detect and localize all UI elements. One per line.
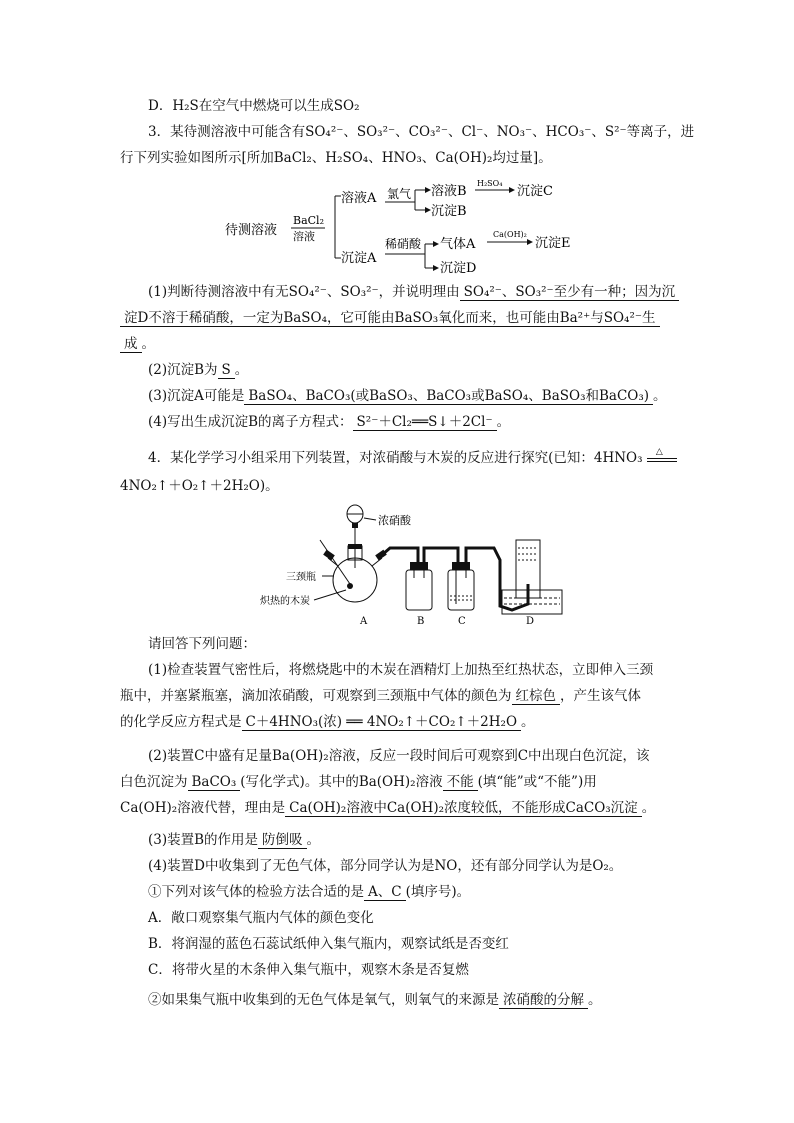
flow-gas-a: 气体A bbox=[440, 237, 476, 252]
q4-intro-2: 4NO₂↑＋O₂↑＋2H₂O)。 bbox=[120, 478, 279, 494]
label-c: C bbox=[458, 616, 466, 627]
q3-1a: (1)判断待测溶液中有无SO₄²⁻、SO₃²⁻，并说明理由 SO₄²⁻、SO₃²⁻至少有一种；因为沉 bbox=[148, 282, 679, 302]
label-charcoal: 炽热的木炭 bbox=[260, 596, 310, 607]
answer-q4-4-1: A、C bbox=[364, 884, 406, 901]
flow-caoh2: Ca(OH)₂ bbox=[493, 230, 527, 239]
flow-diagram bbox=[225, 176, 595, 276]
flow-ppt-b: 沉淀B bbox=[431, 204, 467, 219]
flow-hno3: 稀硝酸 bbox=[385, 237, 422, 251]
option-c: C．将带火星的木条伸入集气瓶中，观察木条是否复燃 bbox=[148, 962, 469, 978]
q4-1b: 瓶中，并塞紧瓶塞，滴加浓硝酸，可观察到三颈瓶中气体的颜色为 红棕色 ，产生该气体 bbox=[120, 688, 641, 704]
q4-intro: 4．某化学学习小组采用下列装置，对浓硝酸与木炭的反应进行探究(已知：4HNO₃ △ bbox=[148, 448, 677, 468]
label-conc-hno3: 浓硝酸 bbox=[378, 514, 411, 527]
q3-1b bbox=[120, 308, 660, 328]
q4-4: (4)装置D中收集到了无色气体，部分同学认为是NO，还有部分同学认为是O₂。 bbox=[148, 858, 623, 874]
answer-q4-2-can: 不能 bbox=[443, 774, 478, 791]
option-a: A．敞口观察集气瓶内气体的颜色变化 bbox=[148, 910, 374, 926]
answer-q3-4: S²⁻＋Cl₂══S↓＋2Cl⁻ bbox=[353, 414, 497, 431]
flow-sol-a: 溶液A bbox=[341, 191, 377, 206]
q4-2a: (2)装置C中盛有足量Ba(OH)₂溶液，反应一段时间后可观察到C中出现白色沉淀，该 bbox=[148, 748, 650, 764]
heat-equals-sign: △ bbox=[647, 452, 677, 466]
flow-ppt-a: 沉淀A bbox=[341, 251, 377, 266]
q4-3: (3)装置B的作用是 防倒吸 。 bbox=[148, 832, 321, 848]
label-d: D bbox=[526, 616, 535, 627]
q3-intro-2: 行下列实验如图所示[所加BaCl₂、H₂SO₄、HNO₃、Ca(OH)₂均过量]。 bbox=[120, 150, 552, 166]
flow-ppt-e: 沉淀E bbox=[535, 236, 571, 251]
flow-rongye: 溶液 bbox=[293, 230, 315, 243]
label-flask: 三颈瓶 bbox=[286, 572, 316, 583]
q4-2b: 白色沉淀为 BaCO₃ (写化学式)。其中的Ba(OH)₂溶液 不能 (填“能”或“不能”)用 bbox=[120, 774, 597, 790]
q4-1c: 的化学反应方程式是 C＋4HNO₃(浓) ══ 4NO₂↑＋CO₂↑＋2H₂O 。 bbox=[120, 714, 535, 730]
q4-4-1: ①下列对该气体的检验方法合适的是 A、C (填序号)。 bbox=[148, 884, 471, 900]
label-b: B bbox=[417, 616, 425, 627]
answer-q4-2-reason: Ca(OH)₂溶液中Ca(OH)₂浓度较低，不能形成CaCO₃沉淀 bbox=[285, 800, 642, 817]
answer-q4-4-2: 浓硝酸的分解 bbox=[499, 992, 588, 1009]
flow-cl2: 氯气 bbox=[387, 187, 412, 201]
answer-q4-1-equation: C＋4HNO₃(浓) ══ 4NO₂↑＋CO₂↑＋2H₂O bbox=[242, 714, 522, 731]
answer-q3-1: SO₄²⁻、SO₃²⁻至少有一种；因为沉 bbox=[460, 284, 680, 301]
answer-q4-1-color: 红棕色 bbox=[512, 688, 561, 705]
q3-4: (4)写出生成沉淀B的离子方程式： S²⁻＋Cl₂══S↓＋2Cl⁻ 。 bbox=[148, 414, 511, 430]
q4-4-2: ②如果集气瓶中收集到的无色气体是氧气，则氧气的来源是 浓硝酸的分解 。 bbox=[148, 992, 602, 1008]
q3-1c: 成 。 bbox=[120, 334, 155, 354]
q3-intro: 3．某待测溶液中可能含有SO₄²⁻、SO₃²⁻、CO₃²⁻、Cl⁻、NO₃⁻、HCO₃⁻、S²⁻等离子，进 bbox=[148, 124, 695, 140]
option-b: B．将润湿的蓝色石蕊试纸伸入集气瓶内，观察试纸是否变红 bbox=[148, 936, 509, 952]
flow-h2so4: H₂SO₄ bbox=[477, 179, 503, 188]
label-a: A bbox=[360, 616, 368, 627]
q3-2: (2)沉淀B为 S 。 bbox=[148, 362, 249, 378]
ask-heading: 请回答下列问题： bbox=[148, 636, 256, 652]
option-d: D．H₂S在空气中燃烧可以生成SO₂ bbox=[148, 98, 360, 114]
q3-3: (3)沉淀A可能是 BaSO₄、BaCO₃(或BaSO₃、BaCO₃或BaSO₄、BaSO₃和BaCO₃) 。 bbox=[148, 388, 667, 404]
answer-q3-2: S bbox=[218, 362, 235, 379]
answer-q4-2-ppt: BaCO₃ bbox=[188, 774, 241, 791]
answer-q4-3: 防倒吸 bbox=[258, 832, 307, 849]
flow-start: 待测溶液 bbox=[225, 223, 278, 238]
answer-q3-3: BaSO₄、BaCO₃(或BaSO₃、BaCO₃或BaSO₄、BaSO₃和BaCO₃) bbox=[244, 388, 653, 405]
flow-ppt-c: 沉淀C bbox=[517, 184, 553, 199]
q4-2c: Ca(OH)₂溶液代替，理由是 Ca(OH)₂溶液中Ca(OH)₂浓度较低，不能形成CaCO₃沉淀 。 bbox=[120, 800, 656, 816]
answer-q3-1-end: 成 bbox=[120, 336, 142, 353]
flow-sol-b: 溶液B bbox=[431, 184, 467, 199]
apparatus-diagram bbox=[250, 500, 570, 632]
q4-1a: (1)检查装置气密性后，将燃烧匙中的木炭在酒精灯上加热至红热状态，立即伸入三颈 bbox=[148, 662, 654, 678]
flow-ppt-d: 沉淀D bbox=[440, 261, 477, 276]
flow-bacl2: BaCl₂ bbox=[293, 214, 324, 227]
answer-q3-1-cont: 淀D不溶于稀硝酸，一定为BaSO₄，它可能由BaSO₃氧化而来，也可能由Ba²⁺与SO₄²⁻生 bbox=[120, 310, 660, 327]
